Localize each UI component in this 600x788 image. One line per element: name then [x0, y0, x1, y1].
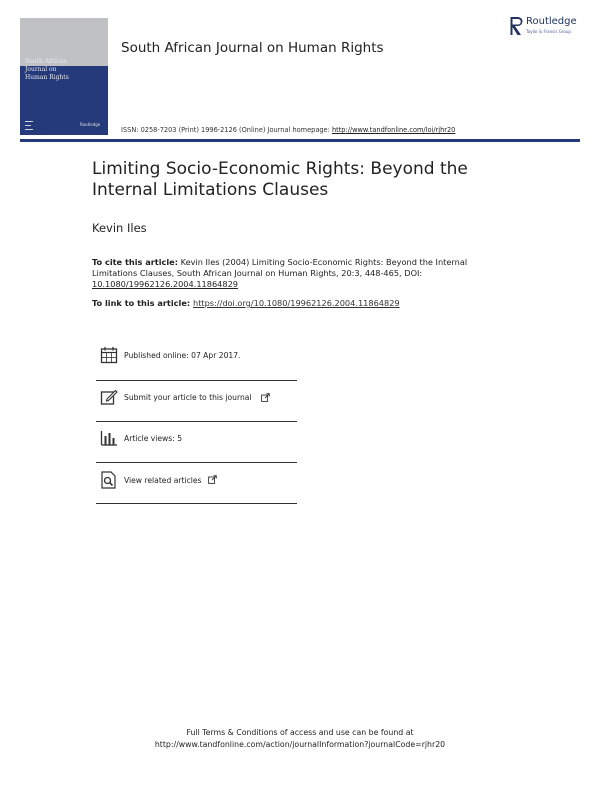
external-link-icon — [261, 393, 270, 402]
citation-text: Kevin Iles (2004) Limiting Socio-Economic Rights: Beyond the Internal Limitations Clauses, South African Journal on Human Rights, 20:3, 448-465, DOI: — [92, 257, 468, 278]
cover-title-line-2: Journal on — [25, 66, 57, 73]
cover-publisher-mark: Routledge — [80, 122, 101, 127]
author-name: Kevin Iles — [92, 221, 147, 235]
divider — [96, 503, 297, 504]
bar-chart-icon — [100, 429, 118, 447]
article-doi-link[interactable]: https://doi.org/10.1080/19962126.2004.11864829 — [193, 298, 400, 308]
cover-title-line-3: Human Rights — [25, 74, 69, 81]
article-views-row — [96, 429, 296, 455]
submit-article-link[interactable]: Submit your article to this journal — [124, 393, 252, 402]
article-title: Limiting Socio-Economic Rights: Beyond the Internal Limitations Clauses — [92, 159, 468, 200]
footer-terms-text: Full Terms & Conditions of access and use can be found at — [186, 728, 414, 737]
submit-article-row[interactable] — [96, 388, 296, 414]
cover-title-line-1: South African — [25, 58, 67, 65]
related-articles-row[interactable] — [96, 471, 296, 497]
published-online-row — [96, 346, 296, 372]
calendar-icon — [100, 346, 118, 364]
journal-cover — [20, 18, 108, 135]
divider — [96, 462, 297, 463]
link-label: To link to this article: — [92, 298, 193, 308]
publisher-name: Routledge — [526, 16, 577, 27]
publisher-logo — [510, 16, 590, 44]
edit-icon — [100, 388, 118, 406]
journal-title: South African Journal on Human Rights — [121, 40, 384, 56]
issn-line — [121, 126, 455, 134]
citation-label: To cite this article: — [92, 257, 178, 267]
divider — [96, 380, 297, 381]
publisher-tagline: Taylor & Francis Group — [526, 29, 571, 34]
issn-text: ISSN: 0258-7203 (Print) 1996-2126 (Online) Journal homepage: — [121, 126, 332, 134]
citation-doi-link[interactable]: 10.1080/19962126.2004.11864829 — [92, 279, 239, 289]
cover-decor-line — [25, 121, 33, 122]
external-link-icon — [208, 475, 217, 484]
footer-terms-link[interactable]: http://www.tandfonline.com/action/journalInformation?journalCode=rjhr20 — [154, 740, 446, 749]
routledge-r-icon — [510, 16, 524, 36]
header-rule — [20, 139, 580, 142]
related-articles-link[interactable]: View related articles — [124, 476, 202, 485]
cover-decor-line — [25, 129, 33, 130]
cover-decor-line — [25, 125, 31, 126]
article-views-label: Article views: 5 — [124, 434, 183, 443]
article-link-line — [92, 298, 512, 308]
published-online-label: Published online: 07 Apr 2017. — [124, 351, 241, 360]
divider — [96, 421, 297, 422]
search-document-icon — [100, 471, 118, 489]
citation-block — [92, 257, 502, 290]
journal-homepage-link[interactable]: http://www.tandfonline.com/loi/rjhr20 — [331, 126, 456, 134]
footer — [0, 727, 600, 751]
